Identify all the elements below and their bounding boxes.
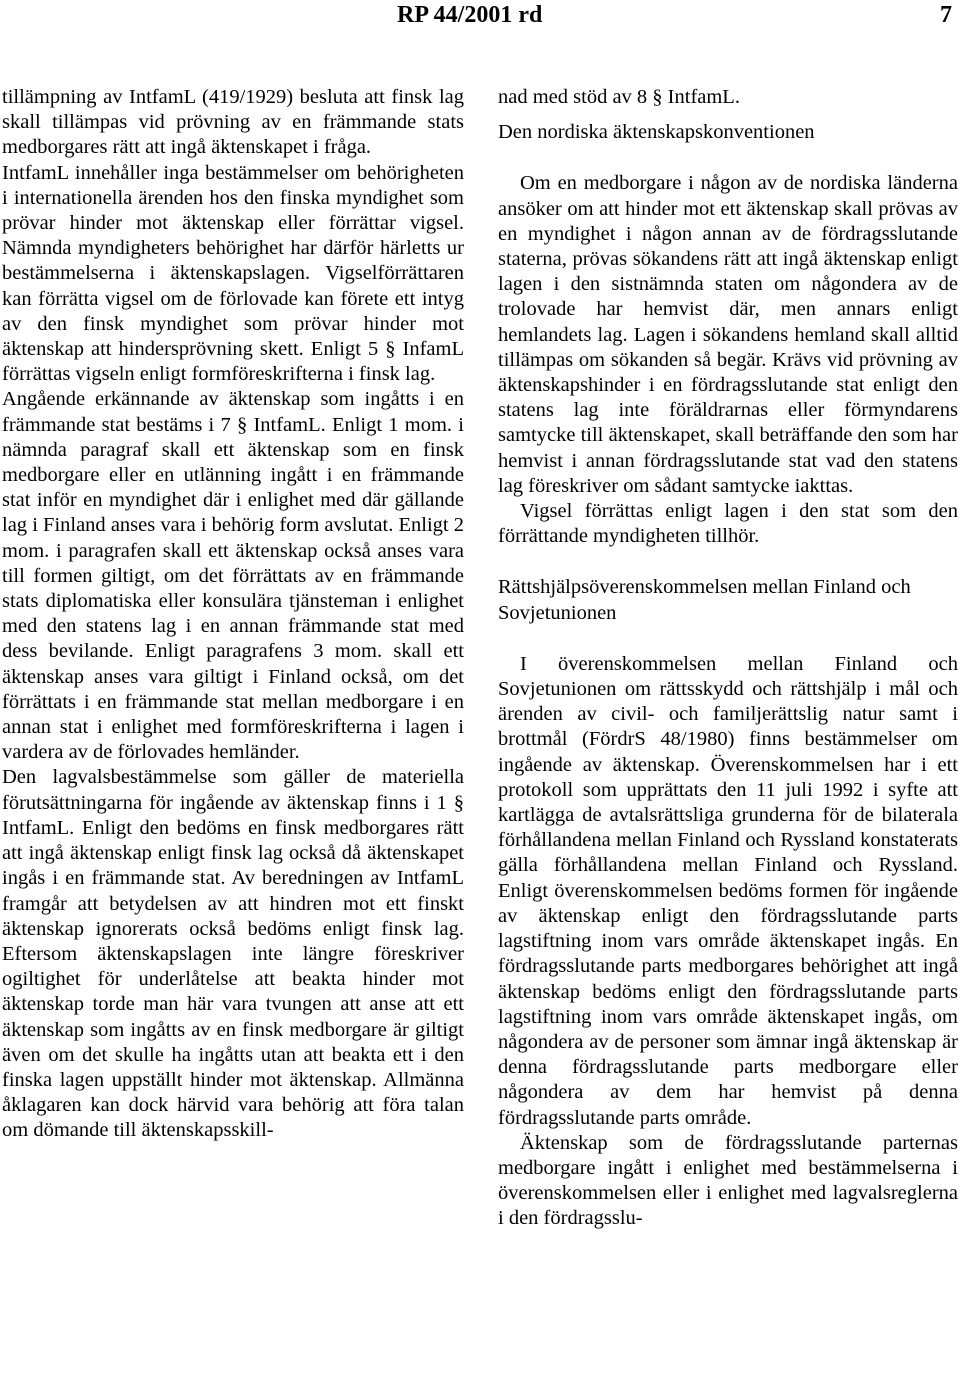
right-column [498,85,958,1232]
paragraph: Angående erkännande av äktenskap som ingåtts i en främmande stat bestäms i 7 § IntfamL. Enligt 1 mom. i nämnda paragraf skall ett äktenskap som en finsk medborgare eller en utlänning ingått i en främmande stat inför en myndighet där i enlighet med där gällande lag i Finland anses vara i behörig form avslutat. Enligt 2 mom. i paragrafen skall ett äktenskap också anses vara till formen giltigt, om det förrättats av en främmande stats diplomatiska eller konsulära tjänsteman i enlighet med den statens lag i en annan främmande stat med dess bevilande. Enligt paragrafens 3 mom. skall ett äktenskap anses vara giltigt i Finland också, om det förrättats i en främmande stat mellan medborgare i en annan stat i enlighet med formföreskrifterna i lagen i vardera av de förlovades hemländer. [2,388,464,764]
paragraph: I överenskommelsen mellan Finland och Sovjetunionen om rättsskydd och rättshjälp i mål och ärenden av civil- och familjerättslig natur samt i brottmål (FördrS 48/1980) finns bestämmelser om ingående av äktenskap. Överenskommelsen har i ett protokoll som upprättats den 11 juli 1992 i syfte att kartlägga de avtalsrättsliga grunderna för de bilaterala förhållandena mellan Finland och Ryssland konstaterats gälla förhållandena mellan Finland och Ryssland. Enligt överenskommelsen bedöms formen för ingående av äktenskap enligt den fördragsslutande parts lagstiftning inom vars område äktenskapet ingås. En fördragsslutande parts medborgares behörighet att ingå äktenskap bedöms enligt den fördragsslutande parts lagstiftning inom vars område äktenskapet ingås, om någondera av de personer som ämnar ingå äktenskap är denna fördragsslutande parts medborgare eller någondera av dem har hemvist på denna fördragsslutande parts område. [498,652,958,1129]
paragraph: nad med stöd av 8 § IntfamL. [498,86,740,108]
paragraph: Den lagvalsbestämmelse som gäller de materiella förutsättningarna för ingående av äktenskap finns i 1 § IntfamL. Enligt den bedöms en finsk medborgares rätt att ingå äktenskap enligt finsk lag också då äktenskapet ingås i en främmande stat. Av beredningen av IntfamL framgår att betydelsen av att hindren mot ett finskt äktenskap ignorerats också bedöms enligt finsk lag. Eftersom äktenskapslagen inte längre föreskriver ogiltighet för underlåtelse att beakta hinder mot äktenskap torde man här vara tvungen att anse att ett äktenskap som ingåtts av en finsk medborgare är giltigt även om det skulle ha ingåtts utan att beakta ett i den finska lagen uppställt hinder mot äktenskap. Allmänna åklagaren kan dock härvid vara behörig att föra talan om dömande till äktenskapsskill- [2,766,464,1142]
page-number: 7 [940,2,952,28]
paragraph: Om en medborgare i någon av de nordiska länderna ansöker om att hinder mot ett äktenskap skall prövas av en myndighet i någon annan av de fördragsslutande staterna, prövas sökandens rätt att ingå äktenskap enligt lagen i den sistnämnda staten om någondera av de trolovade har hemvist där, men annars enligt hemlandets lag. Lagen i sökandens hemland skall alltid tillämpas om sökanden så begär. Krävs vid prövning av äktenskapshinder i en fördragsslutande stat enligt den statens lag inte föräldrarnas eller förmyndarens samtycke till äktenskapet, skall beträffande den som har hemvist i annan fördragsslutande stat vad den statens lag föreskriver om sådant samtycke iakttas. [498,172,958,497]
section-heading: Rättshjälpsöverenskommelsen mellan Finland och Sovjetunionen [498,576,911,624]
section-heading: Den nordiska äktenskapskonventionen [498,121,815,144]
paragraph: Vigsel förrättas enligt lagen i den stat som den förrättande myndigheten tillhör. [498,500,958,548]
paragraph: tillämpning av IntfamL (419/1929) besluta att finsk lag skall tillämpas vid prövning av en främmande stats medborgares rätt att ingå äktenskapet i fråga. [2,86,464,159]
paragraph: IntfamL innehåller inga bestämmelser om behörigheten i internationella ärenden hos den finska myndighet som prövar hinder mot äktenskap eller förrättar vigsel. Nämnda myndigheters behörighet har därför härletts ur bestämmelserna i äktenskapslagen. Vigselförrättaren kan förrätta vigsel om de förlovade kan förete ett intyg av den finsk myndighet som prövar hinder mot äktenskap att hindersprövning skett. Enligt 5 § InfamL förrättas vigseln enligt formföreskrifterna i finsk lag. [2,161,464,386]
left-column [2,85,464,1144]
page-header [0,0,960,30]
paragraph: Äktenskap som de fördragsslutande parternas medborgare ingått i enlighet med bestämmelserna i överenskommelsen eller i enlighet med lagvalsreglerna i den fördragsslu- [498,1131,958,1230]
document-id: RP 44/2001 rd [397,2,543,28]
